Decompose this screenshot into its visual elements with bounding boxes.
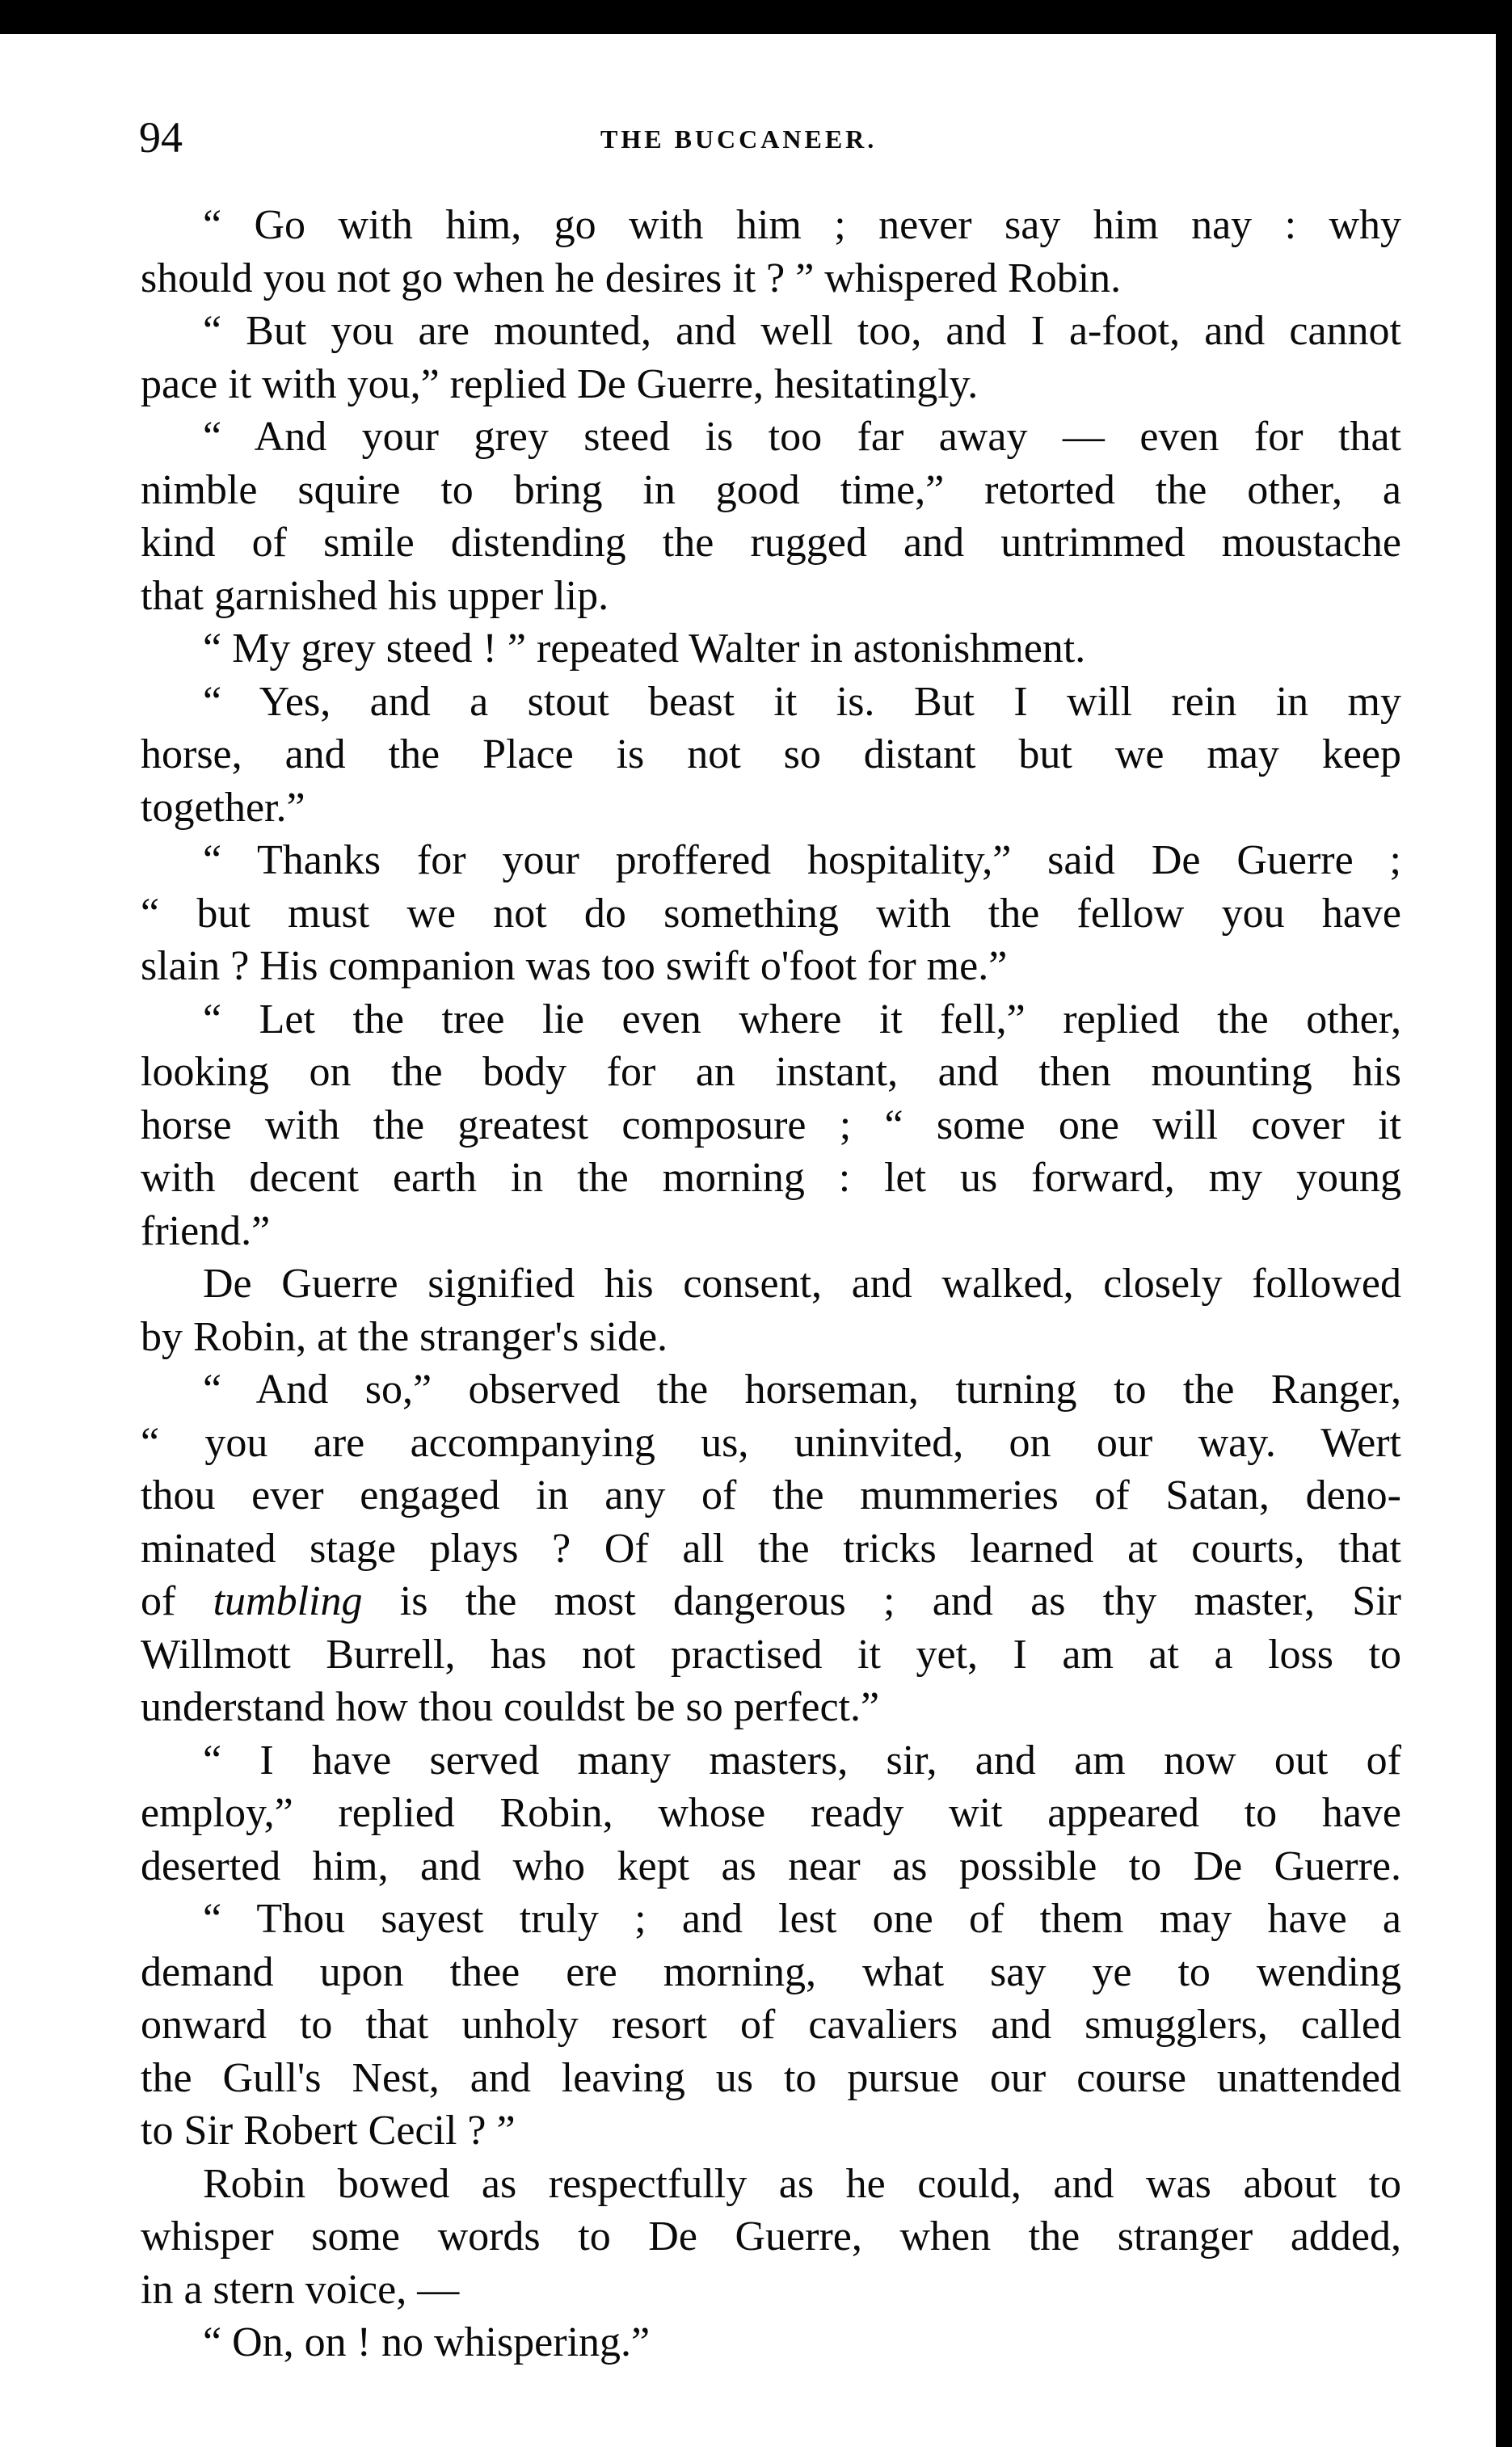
text-line [141,1311,1401,1364]
text-segment: deserted him, and who kept as near as possible to De Guerre. [141,1843,1401,1889]
text-segment: De Guerre signified his consent, and walked, closely followed [203,1261,1401,1307]
scan-border-right [1496,0,1512,2447]
text-segment: pace it with you,” replied De Guerre, hesitatingly. [141,360,979,407]
scan-border-top [0,0,1512,34]
text-line [203,1734,1401,1788]
text-line [141,2052,1401,2105]
text-line [203,305,1401,358]
text-segment: of [141,1578,213,1624]
text-line [141,1787,1401,1840]
text-segment: “ Go with him, go with him ; never say him nay : why [203,202,1401,248]
text-line [141,1152,1401,1205]
text-line [141,516,1401,570]
text-segment: together.” [141,784,305,831]
text-line [203,1893,1401,1946]
text-segment: thou ever engaged in any of the mummeries of Satan, deno- [141,1472,1401,1518]
text-line [203,622,1401,676]
text-line [141,1469,1401,1523]
page-number: 94 [139,113,183,162]
text-segment: that garnished his upper lip. [141,572,609,619]
text-segment: horse with the greatest composure ; “ some one will cover it [141,1101,1401,1148]
text-line [203,199,1401,252]
text-segment: is the most dangerous ; and as thy master, Sir [362,1578,1401,1624]
text-segment: horse, and the Place is not so distant but we may keep [141,731,1401,777]
text-segment: “ I have served many masters, sir, and am now out of [203,1737,1401,1784]
text-line [141,887,1401,941]
text-segment: “ but must we not do something with the fellow you have [141,890,1401,937]
text-line [141,728,1401,781]
text-line [141,252,1401,305]
text-line [141,781,1401,835]
text-line [141,2264,1401,2317]
text-segment: employ,” replied Robin, whose ready wit appeared to have [141,1790,1401,1836]
text-segment: to Sir Robert Cecil ? ” [141,2108,516,2154]
text-segment: friend.” [141,1207,271,1254]
text-segment: by Robin, at the stranger's side. [141,1313,668,1360]
text-line [141,1523,1401,1576]
text-segment: Willmott Burrell, has not practised it yet, I am at a loss to [141,1631,1401,1678]
text-line [141,940,1401,993]
text-segment: looking on the body for an instant, and then mounting his [141,1049,1401,1095]
text-segment: the Gull's Nest, and leaving us to pursue our course unattended [141,2054,1401,2101]
text-segment: “ But you are mounted, and well too, and I a-foot, and cannot [203,308,1401,354]
text-segment: nimble squire to bring in good time,” retorted the other, a [141,466,1401,513]
text-line [141,570,1401,623]
text-line [141,2210,1401,2264]
text-segment: onward to that unholy resort of cavaliers and smugglers, called [141,2002,1401,2048]
text-segment: “ you are accompanying us, uninvited, on our way. Wert [141,1419,1401,1466]
text-line [141,1628,1401,1682]
text-segment: whisper some words to De Guerre, when the stranger added, [141,2213,1401,2260]
text-line [203,2158,1401,2211]
text-segment: “ Let the tree lie even where it fell,” replied the other, [203,996,1401,1042]
text-segment: “ And your grey steed is too far away — even for that [203,414,1401,460]
text-segment: kind of smile distending the rugged and untrimmed moustache [141,520,1401,566]
text-segment: in a stern voice, — [141,2266,460,2313]
text-segment: should you not go when he desires it ? ” whispered Robin. [141,255,1122,301]
text-segment: “ Thou sayest truly ; and lest one of them may have a [203,1896,1401,1942]
text-segment: understand how thou couldst be so perfect.” [141,1684,880,1730]
text-line [141,1575,1401,1628]
text-line [141,358,1401,411]
text-line [141,1840,1401,1893]
text-segment: demand upon thee ere morning, what say ye to wending [141,1948,1401,1995]
text-line [141,1205,1401,1258]
text-line [141,2104,1401,2158]
text-line [141,1046,1401,1099]
text-segment: “ My grey steed ! ” repeated Walter in astonishment. [203,625,1086,672]
text-line [203,834,1401,887]
text-segment: Robin bowed as respectfully as he could, and was about to [203,2160,1401,2207]
text-segment: slain ? His companion was too swift o'foot for me.” [141,943,1008,989]
text-line [203,1257,1401,1311]
text-line [141,1099,1401,1152]
text-segment: “ Yes, and a stout beast it is. But I will rein in my [203,678,1401,725]
text-line [203,676,1401,729]
text-line [141,1681,1401,1734]
text-line [141,1998,1401,2052]
text-segment: “ On, on ! no whispering.” [203,2319,651,2365]
running-title: THE BUCCANEER. [600,124,878,154]
text-segment: minated stage plays ? Of all the tricks learned at courts, that [141,1525,1401,1572]
text-line [141,1417,1401,1470]
text-segment: with decent earth in the morning : let us forward, my young [141,1155,1401,1201]
text-line [203,993,1401,1047]
text-segment: “ Thanks for your proffered hospitality,” said De Guerre ; [203,837,1401,883]
text-line [141,464,1401,517]
text-line [203,1363,1401,1417]
italic-text: tumbling [213,1578,363,1624]
text-line [141,1946,1401,1999]
text-line [203,411,1401,464]
text-line [203,2316,1401,2369]
text-segment: “ And so,” observed the horseman, turning to the Ranger, [203,1367,1401,1413]
